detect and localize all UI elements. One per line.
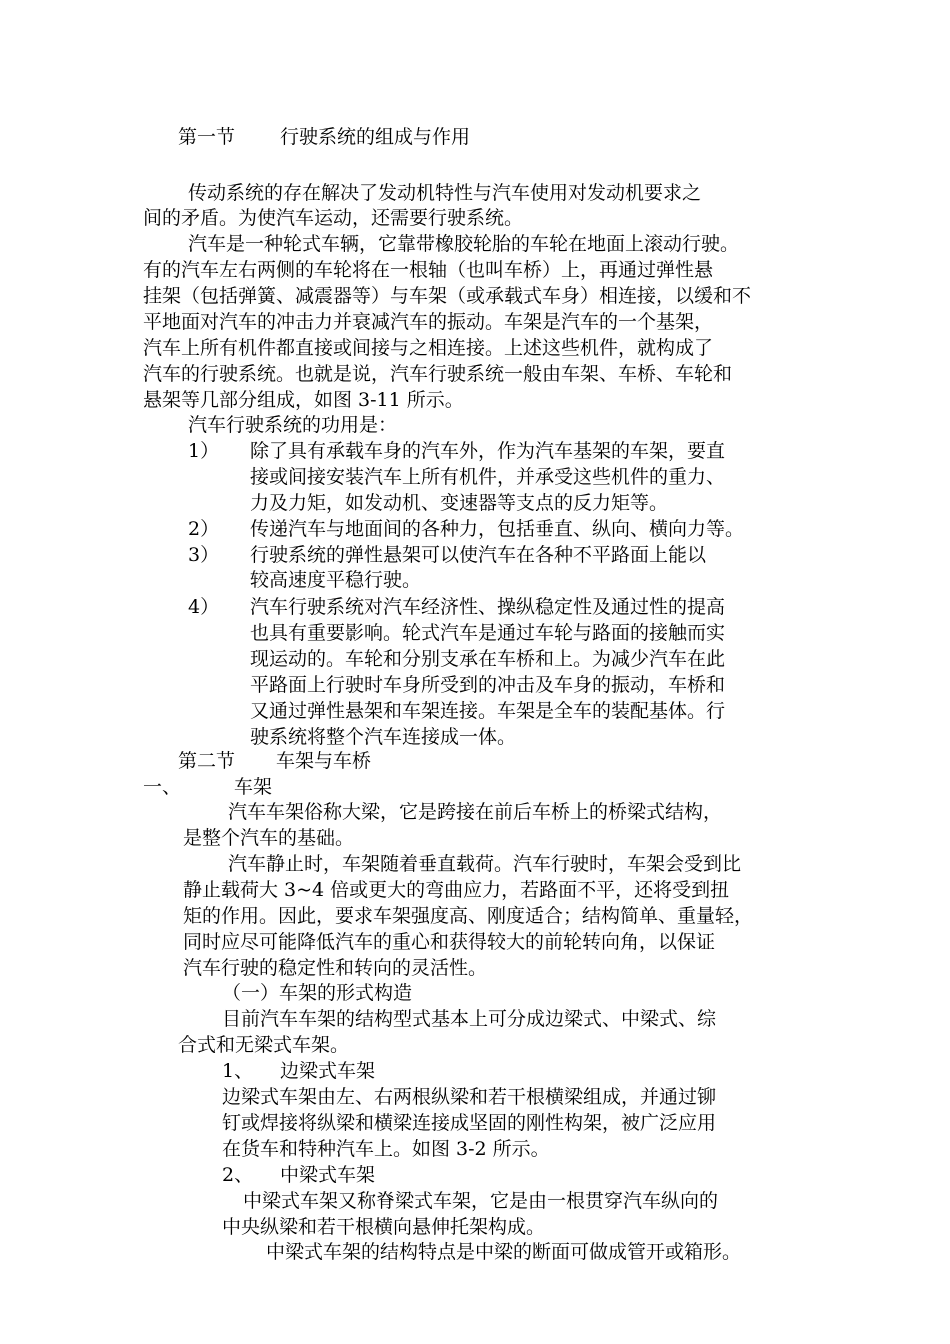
list-item-line: 汽车行驶系统对汽车经济性、操纵稳定性及通过性的提高 <box>250 596 726 618</box>
list-item-line: 力及力矩，如发动机、变速器等支点的反力矩等。 <box>250 492 669 514</box>
paragraph-line: 中央纵梁和若干根横向悬伸托架构成。 <box>222 1216 546 1238</box>
section-1-title: 行驶系统的组成与作用 <box>280 126 471 148</box>
paragraph-line: 平地面对汽车的冲击力并衰减汽车的振动。车架是汽车的一个基架， <box>143 311 714 333</box>
paragraph-line: 汽车上所有机件都直接或间接与之相连接。上述这些机件，就构成了 <box>143 337 714 359</box>
subsection-number: 一、 <box>143 776 182 798</box>
type-2-title: 中梁式车架 <box>280 1164 376 1186</box>
subsection-title: 车架 <box>234 776 273 798</box>
type-1-title: 边梁式车架 <box>280 1060 376 1082</box>
paragraph-line: 目前汽车车架的结构型式基本上可分成边梁式、中梁式、综 <box>222 1008 717 1030</box>
paragraph-line: 汽车车架俗称大梁，它是跨接在前后车桥上的桥梁式结构， <box>228 801 723 823</box>
type-1-number: 1、 <box>222 1060 254 1082</box>
list-item-line: 又通过弹性悬架和车架连接。车架是全车的装配基体。行 <box>250 700 726 722</box>
form-heading: （一）车架的形式构造 <box>222 982 413 1004</box>
paragraph-line: 静止载荷大 3~4 倍或更大的弯曲应力，若路面不平，还将受到扭 <box>183 879 730 901</box>
paragraph-line: 挂架（包括弹簧、减震器等）与车架（或承载式车身）相连接，以缓和不 <box>143 285 752 307</box>
list-item-line: 平路面上行驶时车身所受到的冲击及车身的振动，车桥和 <box>250 674 726 696</box>
paragraph-line: 悬架等几部分组成，如图 3-11 所示。 <box>143 389 464 411</box>
section-2-title: 车架与车桥 <box>276 750 372 772</box>
list-number: 3） <box>188 544 220 566</box>
paragraph-line: 边梁式车架由左、右两根纵梁和若干根横梁组成，并通过铆 <box>222 1086 717 1108</box>
list-item-line: 除了具有承载车身的汽车外，作为汽车基架的车架，要直 <box>250 440 726 462</box>
paragraph-line: 有的汽车左右两侧的车轮将在一根轴（也叫车桥）上，再通过弹性悬 <box>143 259 714 281</box>
list-item-line: 较高速度平稳行驶。 <box>250 569 422 591</box>
list-item-line: 也具有重要影响。轮式汽车是通过车轮与路面的接触而实 <box>250 622 726 644</box>
type-2-number: 2、 <box>222 1164 254 1186</box>
paragraph-line: 矩的作用。因此，要求车架强度高、刚度适合；结构简单、重量轻， <box>183 905 754 927</box>
paragraph-line: 汽车的行驶系统。也就是说，汽车行驶系统一般由车架、车桥、车轮和 <box>143 363 733 385</box>
list-number: 1） <box>188 440 220 462</box>
section-1-number: 第一节 <box>178 126 236 148</box>
paragraph-line: 同时应尽可能降低汽车的重心和获得较大的前轮转向角，以保证 <box>183 931 716 953</box>
paragraph-line: 传动系统的存在解决了发动机特性与汽车使用对发动机要求之 <box>188 182 702 204</box>
list-item-line: 传递汽车与地面间的各种力，包括垂直、纵向、横向力等。 <box>250 518 745 540</box>
list-number: 4） <box>188 596 220 618</box>
paragraph-line: 钉或焊接将纵梁和横梁连接成坚固的刚性构架，被广泛应用 <box>222 1112 717 1134</box>
paragraph-line: 汽车行驶系统的功用是： <box>188 414 398 436</box>
paragraph-line: 间的矛盾。为使汽车运动，还需要行驶系统。 <box>143 207 524 229</box>
paragraph-line: 汽车是一种轮式车辆，它靠带橡胶轮胎的车轮在地面上滚动行驶。 <box>188 233 740 255</box>
section-2-number: 第二节 <box>178 750 236 772</box>
paragraph-line: 在货车和特种汽车上。如图 3-2 所示。 <box>222 1138 550 1160</box>
list-number: 2） <box>188 518 220 540</box>
paragraph-line: 汽车静止时，车架随着垂直载荷。汽车行驶时，车架会受到比 <box>228 853 742 875</box>
list-item-line: 接或间接安装汽车上所有机件，并承受这些机件的重力、 <box>250 466 726 488</box>
paragraph-line: 中梁式车架又称脊梁式车架，它是由一根贯穿汽车纵向的 <box>243 1190 719 1212</box>
list-item-line: 现运动的。车轮和分别支承在车桥和上。为减少汽车在此 <box>250 648 726 670</box>
paragraph-line: 中梁式车架的结构特点是中梁的断面可做成管开或箱形。 <box>266 1241 742 1263</box>
list-item-line: 行驶系统的弹性悬架可以使汽车在各种不平路面上能以 <box>250 544 707 566</box>
paragraph-line: 合式和无梁式车架。 <box>178 1034 350 1056</box>
paragraph-line: 是整个汽车的基础。 <box>183 827 355 849</box>
paragraph-line: 汽车行驶的稳定性和转向的灵活性。 <box>183 957 488 979</box>
list-item-line: 驶系统将整个汽车连接成一体。 <box>250 726 517 748</box>
